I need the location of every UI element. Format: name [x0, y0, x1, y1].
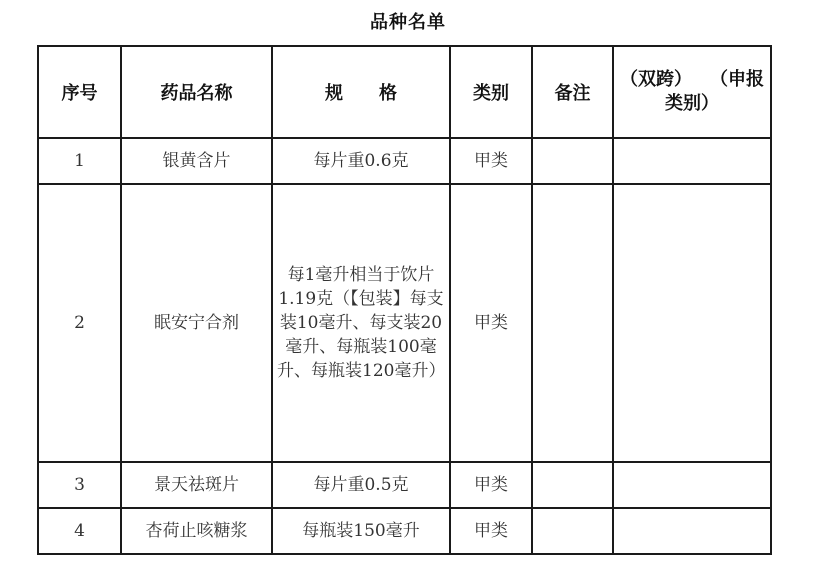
cell-spec: 每片重0.6克	[272, 138, 450, 184]
table-row	[38, 508, 771, 554]
cell-remark-type	[613, 508, 771, 554]
cell-remark-type	[613, 184, 771, 462]
cell-no: 1	[38, 138, 121, 184]
cell-remark	[532, 184, 613, 462]
cell-name: 眠安宁合剂	[121, 184, 272, 462]
cell-no: 4	[38, 508, 121, 554]
cell-remark-type	[613, 462, 771, 508]
variety-table	[37, 45, 772, 555]
table-header-row	[38, 46, 771, 138]
cell-spec: 每瓶装150毫升	[272, 508, 450, 554]
header-remark: 备注	[532, 46, 613, 138]
cell-spec: 每片重0.5克	[272, 462, 450, 508]
header-remark-type: （双跨） （申报类别）	[613, 46, 771, 138]
cell-category: 甲类	[450, 138, 532, 184]
table-row	[38, 462, 771, 508]
cell-category: 甲类	[450, 184, 532, 462]
cell-spec: 每1毫升相当于饮片1.19克（【包装】每支装10毫升、每支装20毫升、每瓶装100毫升、每瓶装120毫升）	[272, 184, 450, 462]
cell-name: 杏荷止咳糖浆	[121, 508, 272, 554]
cell-remark	[532, 138, 613, 184]
cell-name: 景天祛斑片	[121, 462, 272, 508]
page-title: 品种名单	[370, 12, 446, 33]
header-spec: 规 格	[272, 46, 450, 138]
cell-remark	[532, 462, 613, 508]
cell-remark-type	[613, 138, 771, 184]
table-row	[38, 184, 771, 462]
header-category: 类别	[450, 46, 532, 138]
cell-no: 2	[38, 184, 121, 462]
header-name: 药品名称	[121, 46, 272, 138]
table-row	[38, 138, 771, 184]
cell-name: 银黄含片	[121, 138, 272, 184]
cell-remark	[532, 508, 613, 554]
cell-category: 甲类	[450, 462, 532, 508]
header-no: 序号	[38, 46, 121, 138]
cell-no: 3	[38, 462, 121, 508]
cell-category: 甲类	[450, 508, 532, 554]
